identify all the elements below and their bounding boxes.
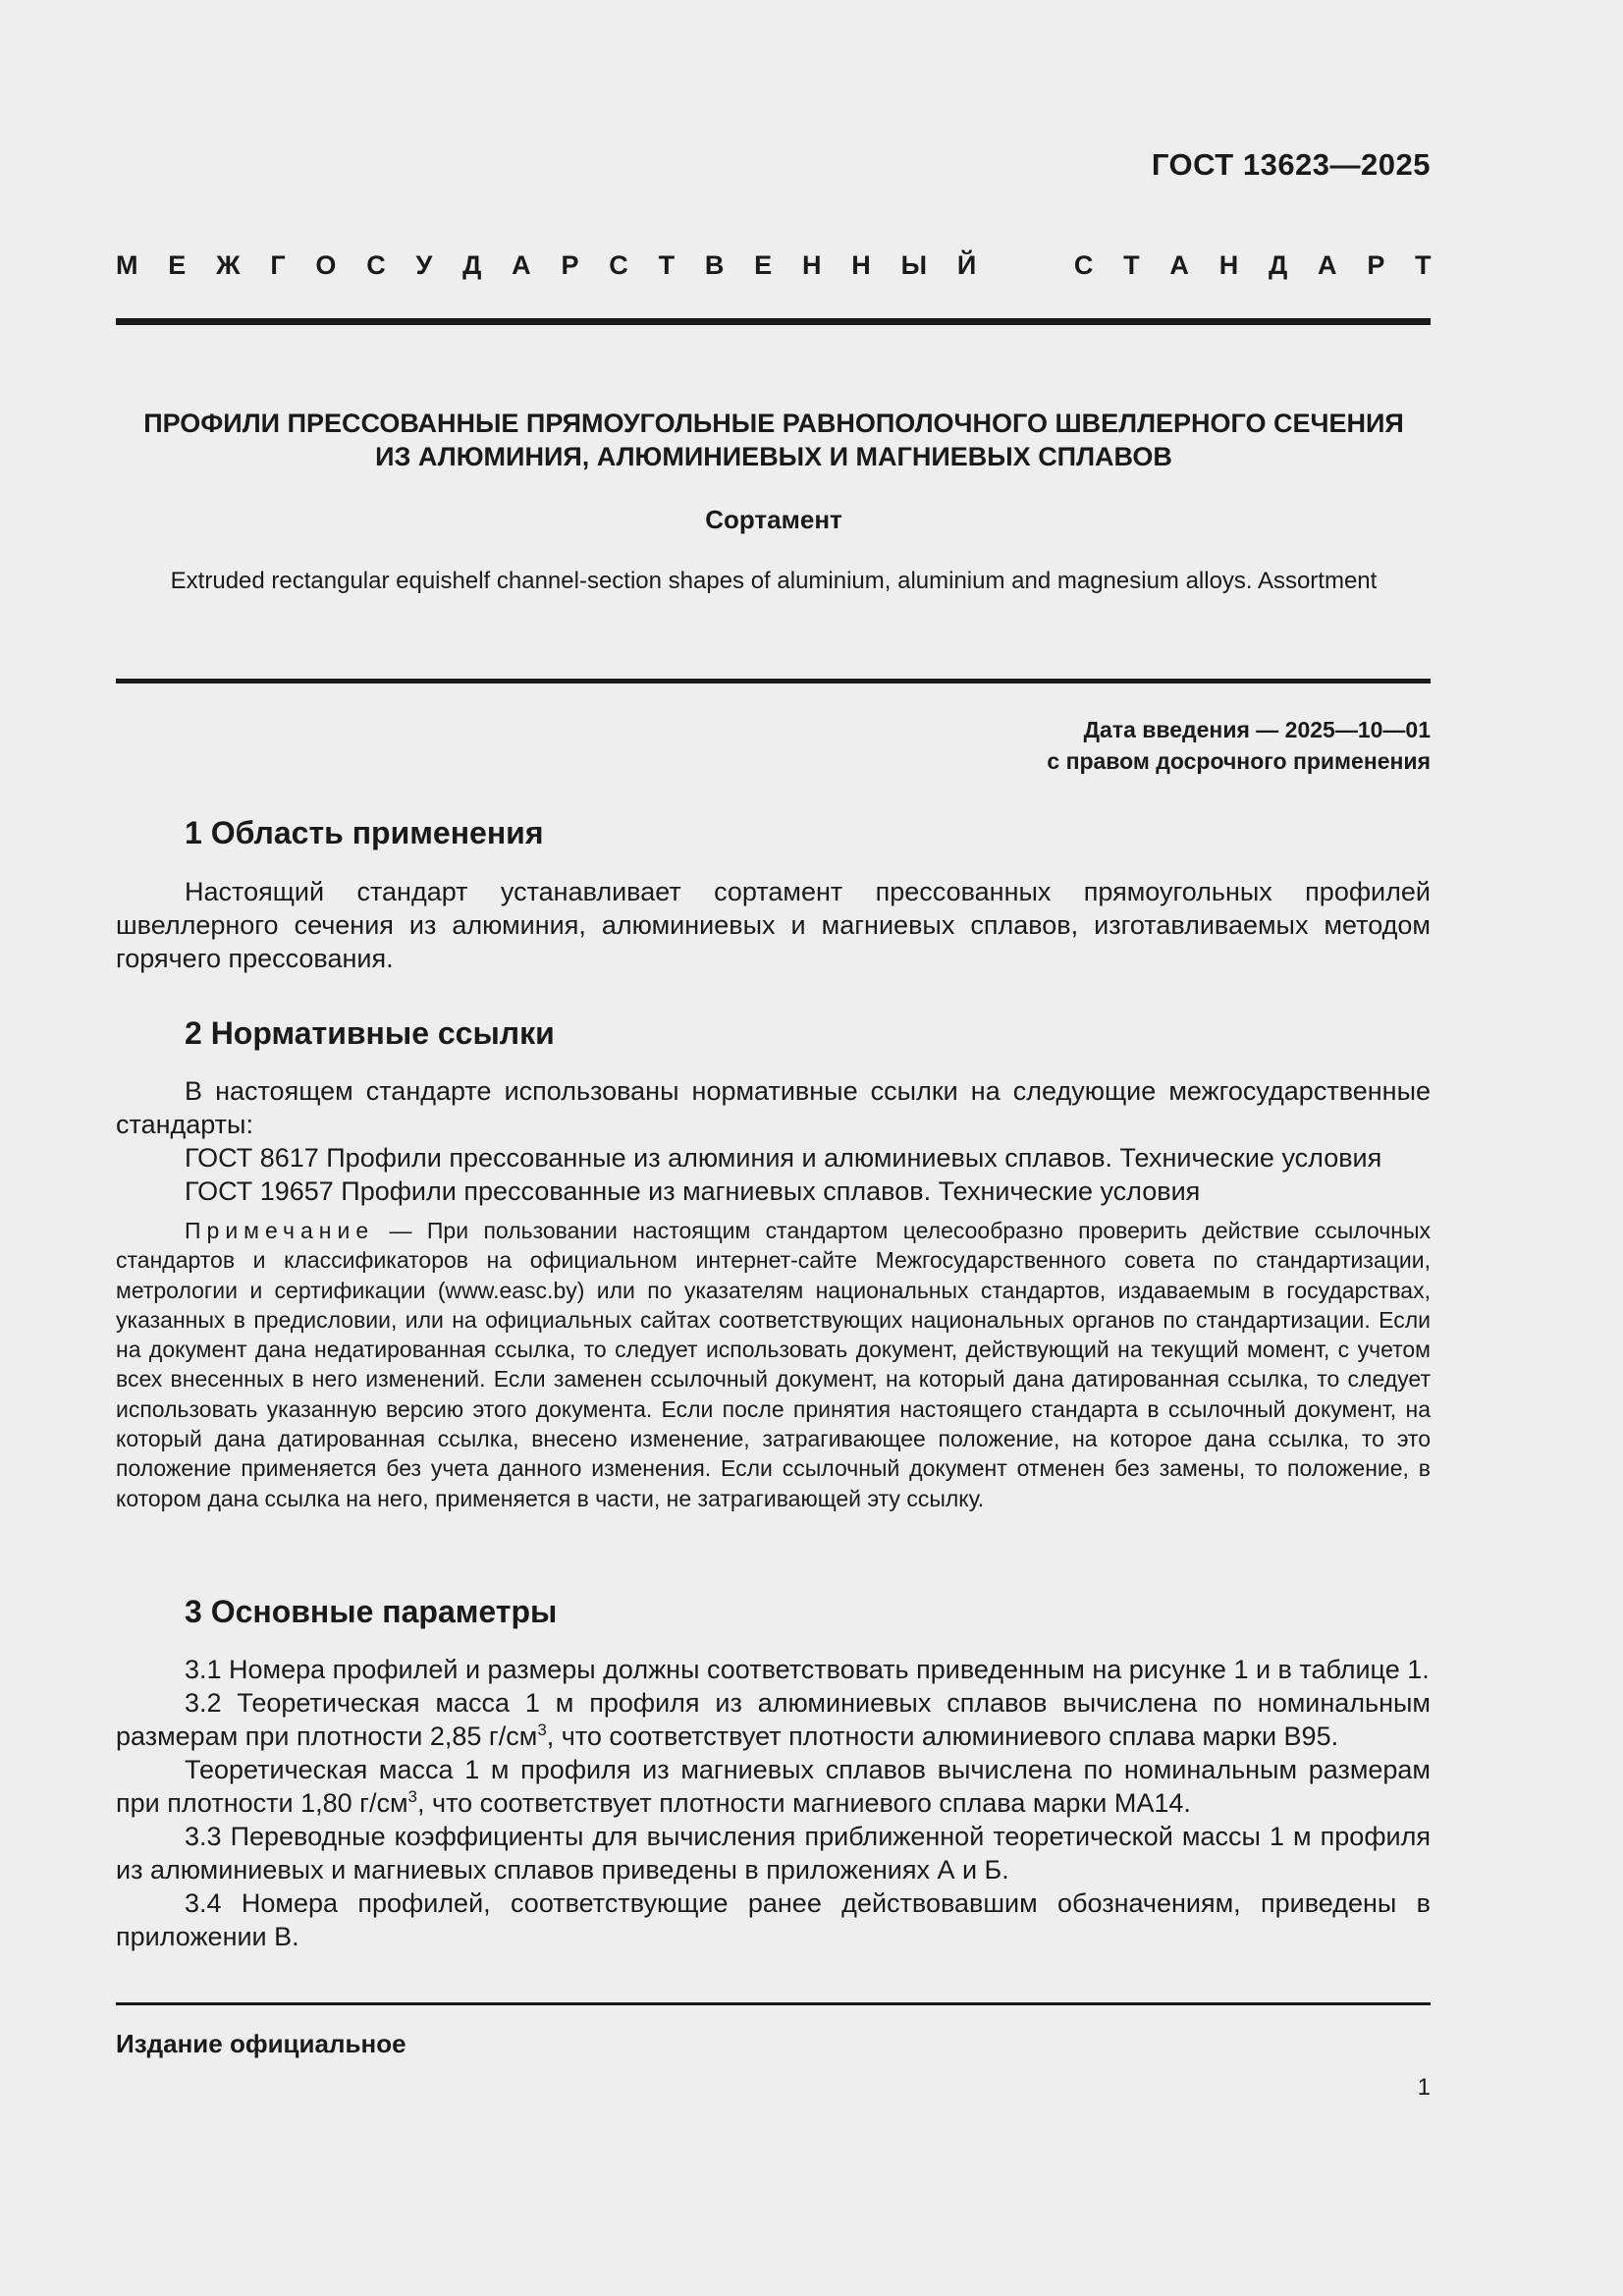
english-title: Extruded rectangular equishelf channel-section shapes of aluminium, aluminium and magnesium alloys. Assortment — [170, 568, 1378, 594]
letter: Т — [1415, 250, 1432, 280]
letter: У — [415, 250, 433, 280]
letter: М — [116, 250, 138, 280]
introduction-date-block — [1047, 714, 1431, 777]
letter: С — [1073, 250, 1094, 280]
letter: Й — [956, 250, 977, 280]
title-line-2: ИЗ АЛЮМИНИЯ, АЛЮМИНИЕВЫХ И МАГНИЕВЫХ СПЛАВОВ — [375, 442, 1172, 471]
document-title — [116, 407, 1432, 473]
section-2-heading: 2 Нормативные ссылки — [185, 1015, 555, 1051]
letter: С — [366, 250, 386, 280]
title-line-1: ПРОФИЛИ ПРЕССОВАННЫЕ ПРЯМОУГОЛЬНЫЕ РАВНОПОЛОЧНОГО ШВЕЛЛЕРНОГО СЕЧЕНИЯ — [143, 409, 1404, 438]
reference-item: ГОСТ 8617 Профили прессованные из алюминия и алюминиевых сплавов. Технические условия — [185, 1143, 1382, 1173]
clause-3-2: 3.2 Теоретическая масса 1 м профиля из алюминиевых сплавов вычислена по номинальным размерам при плотности 2,85 $г/см^3$, что соответствует плотности алюминиевого сплава марки В95. — [116, 1688, 1431, 1751]
letter: Е — [754, 250, 773, 280]
letter: Е — [168, 250, 187, 280]
letter: Ж — [216, 250, 241, 280]
standard-number: ГОСТ 13623—2025 — [1151, 147, 1431, 182]
letter: Ы — [900, 250, 928, 280]
letter: А — [1169, 250, 1189, 280]
title-divider — [116, 679, 1431, 683]
section-3-heading: 3 Основные параметры — [185, 1594, 558, 1629]
clause-3-4: 3.4 Номера профилей, соответствующие ранее действовавшим обозначениям, приведены в приложении В. — [116, 1888, 1431, 1951]
note-text: — При пользовании настоящим стандартом целесообразно проверить действие ссылочных стандартов и классификаторов на официальном интернет-сайте Межгосударственного совета по стандартизации, метрологии и сертификации (www.easc.by) или по указателям национальных стандартов, издаваемым в государствах, указанных в предисловии, или на официальных сайтах соответствующих национальных органов по стандартизации. Если на документ дана недатированная ссылка, то следует использовать документ, действующий на текущий момент, с учетом всех внесенных в него изменений. Если заменен ссылочный документ, на который дана датированная ссылка, то следует использовать указанную версию этого документа. Если после принятия настоящего стандарта в ссылочный документ, на который дана датированная ссылка, внесено изменение, затрагивающее положение, на которое дана ссылка, то это положение применяется без учета данного изменения. Если ссылочный документ отменен без замены, то положение, в котором дана ссылка на него, применяется в части, не затрагивающей эту ссылку. — [116, 1218, 1431, 1511]
section-3-text — [116, 1653, 1431, 1953]
official-edition-label: Издание официальное — [116, 2029, 406, 2058]
clause-3-3: 3.3 Переводные коэффициенты для вычисления приближенной теоретической массы 1 м профиля из алюминиевых и магниевых сплавов приведены в приложениях А и Б. — [116, 1822, 1431, 1885]
note-label: Примечание — [185, 1218, 375, 1243]
section-2-text: В настоящем стандарте использованы нормативные ссылки на следующие межгосударственные стандарты: — [116, 1076, 1431, 1139]
letter: Т — [658, 250, 676, 280]
letter: Г — [270, 250, 286, 280]
page-number: 1 — [1417, 2074, 1431, 2101]
letter: Т — [1123, 250, 1140, 280]
letter: Р — [561, 250, 579, 280]
note-paragraph — [116, 1216, 1431, 1513]
letter: Р — [1367, 250, 1385, 280]
letter: Д — [462, 250, 482, 280]
letter: Н — [801, 250, 822, 280]
letter: А — [1318, 250, 1337, 280]
letter: С — [609, 250, 628, 280]
letter: А — [512, 250, 531, 280]
section-1-heading: 1 Область применения — [185, 815, 544, 850]
letter: Д — [1269, 250, 1288, 280]
footer-divider — [116, 2002, 1431, 2005]
reference-item: ГОСТ 19657 Профили прессованные из магниевых сплавов. Технические условия — [185, 1176, 1201, 1206]
document-subtitle: Сортамент — [705, 505, 842, 534]
letter: О — [315, 250, 337, 280]
word-gap — [1006, 250, 1044, 281]
letter: Н — [1218, 250, 1239, 280]
letter: В — [704, 250, 725, 280]
clause-3-2-magnesium: Теоретическая масса 1 м профиля из магниевых сплавов вычислена по номинальным размерам при плотности 1,80 $г/см^3$, что соответствует плотности магниевого сплава марки МА14. — [116, 1755, 1431, 1818]
section-1-text: Настоящий стандарт устанавливает сортамент прессованных прямоугольных профилей швеллерного сечения из алюминия, алюминиевых и магниевых сплавов, изготавливаемых методом горячего прессования. — [116, 877, 1431, 973]
standard-kind-heading — [116, 250, 1432, 281]
early-application-note: с правом досрочного применения — [1047, 748, 1431, 774]
introduction-date: Дата введения — 2025—10—01 — [1083, 717, 1431, 742]
letter: Н — [851, 250, 871, 280]
clause-3-1: 3.1 Номера профилей и размеры должны соответствовать приведенным на рисунке 1 и в таблице 1. — [185, 1655, 1430, 1684]
top-divider — [116, 318, 1431, 325]
